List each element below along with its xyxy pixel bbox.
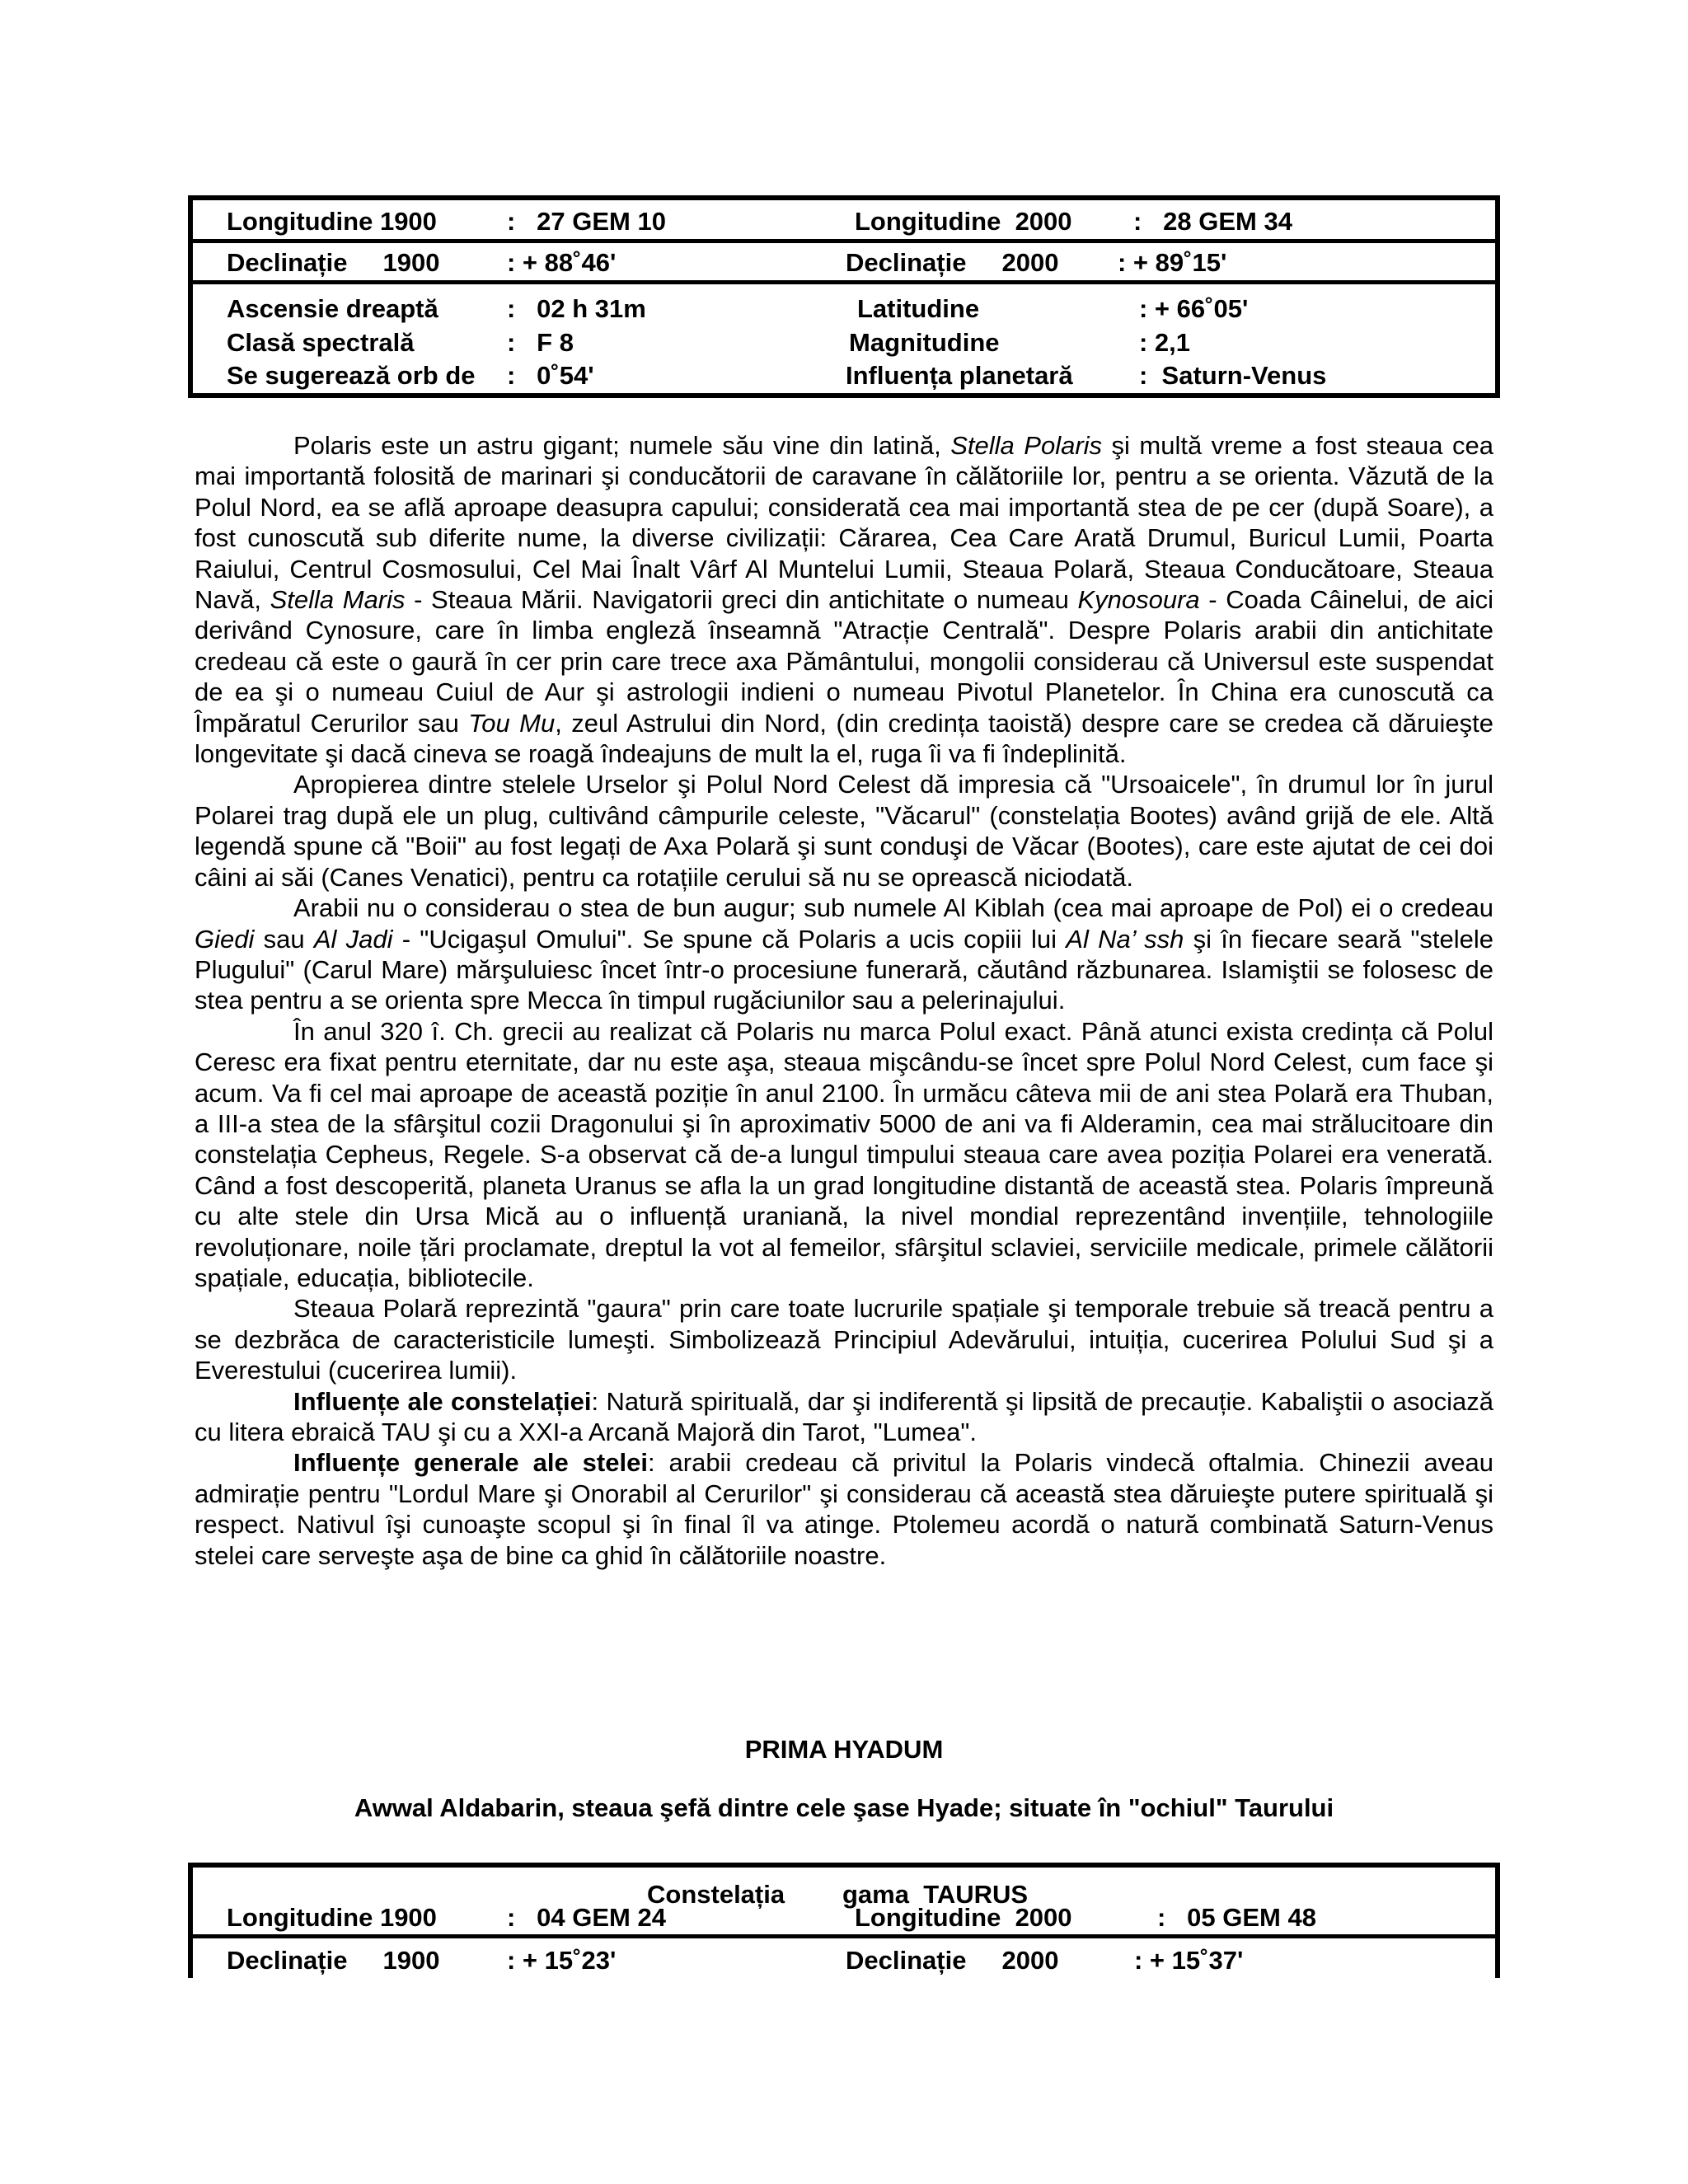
right-ascension-label: Ascensie dreaptă: [227, 294, 438, 323]
paragraph-arabs: Arabii nu o considerau o stea de bun augur; sub numele Al Kiblah (cea mai aproape de Pol) ei o credeau Giedi sau Al Jadi - "Ucigaşul Omului". Se spune că Polaris a ucis copiii lui Al Na’ ssh şi în fiecare seară "stelele Plugului" (Carul Mare) mărşuluiesc încet într-o procesiune funerară, căutând răzbunarea. Islamiştii se folosesc de stea pentru a se orienta spre Mecca în timpul rugăciunilor sau a pelerinajului.: [195, 893, 1494, 1015]
spectral-class-value: : F 8: [507, 328, 574, 357]
paragraph-history: În anul 320 î. Ch. grecii au realizat că Polaris nu marca Polul exact. Până atunci exista credința că Polul Ceresc era fixat pentru eternitate, dar nu este aşa, steaua mişcându-se încet spre Polul Nord Celest, cum face şi acum. Va fi cel mai aproape de această poziție în anul 2100. În urmăcu câteva mii de ani stea Polară era Thuban, a III-a stea de la sfârşitul cozii Dragonului şi în aproximativ 5000 de ani va fi Alderamin, cea mai strălucitoare din constelația Cepheus, Regele. S-a observat că de-a lungul timpului steaua care avea poziția Polarei era venerată. Când a fost descoperită, planeta Uranus se afla la un grad longitudine distantă de această stea. Polaris împreună cu alte stele din Ursa Mică au o influență uraniană, la nivel mondial reprezentând invențiile, tehnologiile revoluționare, noile țări proclamate, dreptul la vot al femeilor, sfârşitul sclaviei, serviciile medicale, primele călătorii spațiale, educația, bibliotecile.: [195, 1016, 1493, 1292]
longitude-2000-label: Longitudine 2000: [855, 1903, 1072, 1932]
spectral-class-label: Clasă spectrală: [227, 328, 415, 357]
magnitude-label: Magnitudine: [849, 328, 1000, 357]
magnitude-value: : 2,1: [1139, 328, 1191, 357]
longitude-2000-value: : 05 GEM 48: [1157, 1903, 1316, 1932]
planetary-influence-label: Influența planetară: [846, 361, 1073, 390]
declination-2000-value: : + 15˚37ʹ: [1134, 1946, 1244, 1975]
longitude-2000-label: Longitudine 2000: [855, 207, 1072, 236]
paragraph-ursa-legend: Apropierea dintre stelele Urselor şi Polul Nord Celest dă impresia că "Ursoaicele", în drumul lor în jurul Polarei trag după ele un plug, cultivând câmpurile celeste, "Văcarul" (constelația Bootes) având grijă de ele. Altă legendă spune că "Boii" au fost legați de Axa Polară şi sunt conduşi de Văcar (Bootes), care este ajutat de cei doi câini ai săi (Canes Venatici), pentru ca rotațiile cerului să nu se oprească niciodată.: [195, 770, 1493, 892]
declination-1900-label: Declinație 1900: [227, 248, 440, 277]
star-data-table-prima-hyadum: [188, 1863, 1500, 1978]
suggested-orb-value: : 0˚54ʹ: [507, 361, 594, 390]
table-row-divider: [193, 280, 1495, 284]
paragraph-polaris-intro: Polaris este un astru gigant; numele său vine din latină, Stella Polaris şi multă vreme a fost steaua cea mai importantă folosită de marinari şi conducătorii de caravane în călătoriile lor, pentru a se orienta. Văzută de la Polul Nord, ea se află aproape deasupra capului; considerată cea mai importantă stea de pe cer (după Soare), a fost cunoscută sub diferite nume, la diverse civilizații: Cărarea, Cea Care Arată Drumul, Buricul Lumii, Poarta Raiului, Centrul Cosmosului, Cel Mai Înalt Vârf Al Muntelui Lumii, Steaua Polară, Steaua Conducătoare, Steaua Navă, Stella Maris - Steaua Mării. Navigatorii greci din antichitate o numeau Kynosoura - Coada Câinelui, de aici derivând Cynosure, care în limba engleză înseamnă "Atracție Centrală". Despre Polaris arabii din antichitate credeau că este o gaură în cer prin care trece axa Pământului, mongolii considerau că Universul este suspendat de ea şi o numeau Cuiul de Aur şi astrologii indieni o numeau Pivotul Planetelor. În China era cunoscută ca Împăratul Cerurilor sau Tou Mu, zeul Astrului din Nord, (din credința taoistă) despre care se credea că dăruieşte longevitate şi dacă cineva se roagă îndeajuns de mult la el, ruga îi va fi îndeplinită.: [195, 431, 1493, 769]
star-data-table-polaris: [188, 195, 1500, 398]
paragraph-constellation-influences: Influențe ale constelației: Natură spirituală, dar şi indiferentă şi lipsită de precauție. Kabaliştii o asociază cu litera ebraică TAU şi cu a XXI-a Arcană Majoră din Tarot, "Lumea".: [195, 1386, 1493, 1446]
section-title: PRIMA HYADUM: [744, 1735, 944, 1764]
declination-1900-label: Declinație 1900: [227, 1946, 440, 1975]
latitude-value: : + 66˚05ʹ: [1139, 294, 1249, 323]
constellation-label: Constelația: [647, 1880, 785, 1909]
article-body: [195, 430, 1493, 1571]
longitude-2000-value: : 28 GEM 34: [1133, 207, 1292, 236]
declination-1900-value: : + 88˚46ʹ: [507, 248, 617, 277]
declination-1900-value: : + 15˚23ʹ: [507, 1946, 617, 1975]
suggested-orb-label: Se sugerează orb de: [227, 361, 476, 390]
planetary-influence-value: : Saturn-Venus: [1139, 361, 1327, 390]
declination-2000-value: : + 89˚15ʹ: [1118, 248, 1227, 277]
table-row-divider: [193, 1934, 1495, 1938]
declination-2000-label: Declinație 2000: [846, 248, 1059, 277]
right-ascension-value: : 02 h 31m: [507, 294, 646, 323]
latitude-label: Latitudine: [857, 294, 980, 323]
longitude-1900-value: : 27 GEM 10: [507, 207, 666, 236]
paragraph-star-influences: Influențe generale ale stelei: arabii credeau că privitul la Polaris vindecă oftalmia. Chinezii aveau admirație pentru "Lordul Mare şi Onorabil al Cerurilor" şi considerau că această stea dăruieşte putere spirituală şi respect. Nativul îşi cunoaşte scopul şi în final îl va atinge. Ptolemeu acordă o natură combinată Saturn-Venus stelei care serveşte aşa de bine ca ghid în călătoriile noastre.: [195, 1448, 1493, 1570]
longitude-1900-value: : 04 GEM 24: [507, 1903, 666, 1932]
declination-2000-label: Declinație 2000: [846, 1946, 1059, 1975]
longitude-1900-label: Longitudine 1900: [227, 207, 437, 236]
section-subtitle: Awwal Aldabarin, steaua şefă dintre cele şase Hyade; situate în "ochiul" Taurului: [354, 1793, 1334, 1822]
table-row-divider: [193, 239, 1495, 243]
paragraph-symbolism: Steaua Polară reprezintă "gaura" prin care toate lucrurile spațiale şi temporale trebuie să treacă pentru a se dezbrăca de caracteristicile lumeşti. Simbolizează Principiul Adevărului, intuiția, cucerirea Polului Sud şi a Everestului (cucerirea lumii).: [195, 1294, 1493, 1385]
constellation-value: gama TAURUS: [842, 1880, 1029, 1909]
longitude-1900-label: Longitudine 1900: [227, 1903, 437, 1932]
